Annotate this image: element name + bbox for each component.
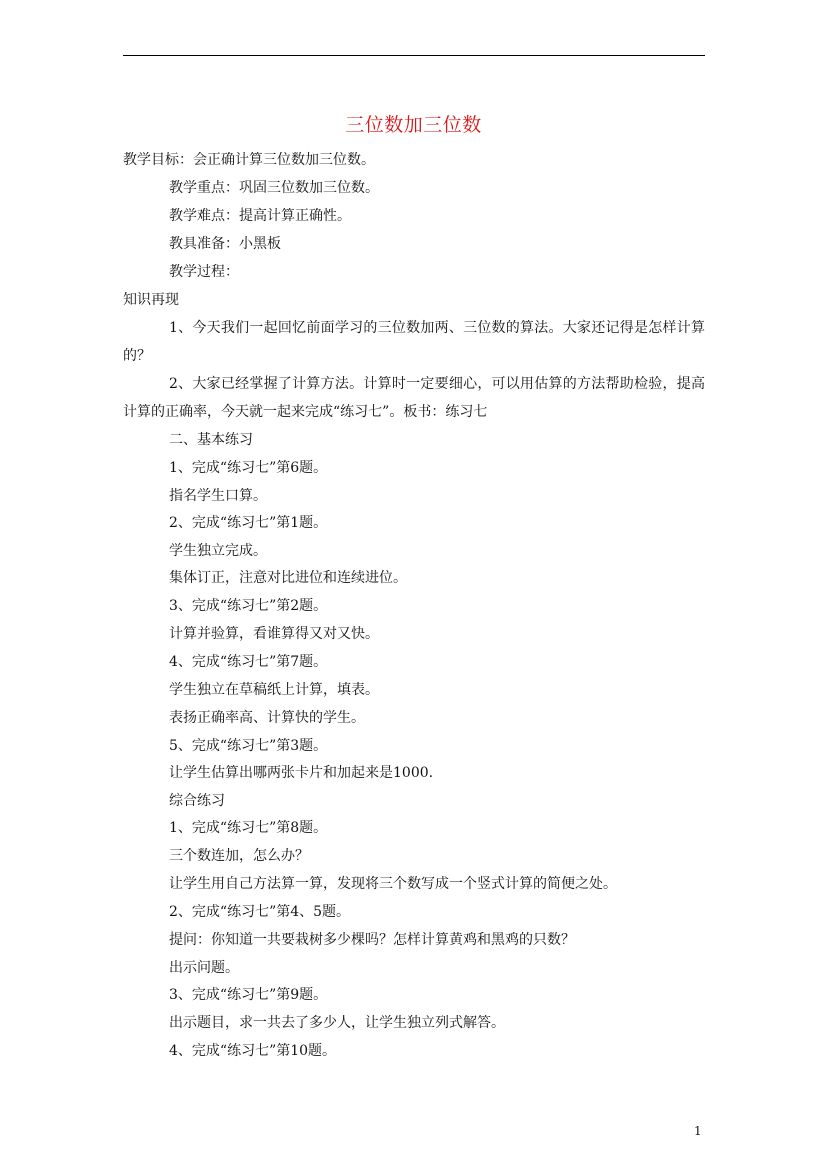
list-item: 1、完成“练习七”第8题。 [169,820,328,836]
list-item: 集体订正，注意对比进位和连续进位。 [169,570,407,586]
paragraph-2: 2、大家已经掌握了计算方法。计算时一定要细心，可以用估算的方法帮助检验，提高计算的正确率，今天就一起来完成“练习七”。板书：练习七 [123,376,705,420]
list-item: 提问：你知道一共要栽树多少棵吗？怎样计算黄鸡和黑鸡的只数？ [169,932,575,948]
section-basic-practice: 二、基本练习 [169,432,253,448]
list-item: 1、完成“练习七”第6题。 [169,460,328,476]
list-item: 学生独立在草稿纸上计算，填表。 [169,682,379,698]
list-item: 2、完成“练习七”第4、5题。 [169,904,351,920]
list-item: 3、完成“练习七”第9题。 [169,987,328,1003]
list-item: 出示问题。 [169,960,239,976]
list-item: 3、完成“练习七”第2题。 [169,598,328,614]
section-comprehensive-practice: 综合练习 [169,793,225,809]
list-item: 指名学生口算。 [169,488,267,504]
section-knowledge-review: 知识再现 [123,292,179,308]
list-item: 计算并验算，看谁算得又对又快。 [169,626,379,642]
list-item: 让学生估算出哪两张卡片和加起来是1000. [169,765,434,781]
list-item: 学生独立完成。 [169,543,267,559]
teaching-goal: 教学目标：会正确计算三位数加三位数。 [123,152,375,168]
page-number: 1 [694,1124,702,1138]
paragraph-1: 1、今天我们一起回忆前面学习的三位数加两、三位数的算法。大家还记得是怎样计算的？ [123,320,705,364]
list-item: 4、完成“练习七”第7题。 [169,654,328,670]
teaching-key-point: 教学重点：巩固三位数加三位数。 [169,180,379,196]
header-rule [123,55,705,56]
list-item: 出示题目，求一共去了多少人，让学生独立列式解答。 [169,1015,505,1031]
list-item: 表扬正确率高、计算快的学生。 [169,710,365,726]
document-title: 三位数加三位数 [345,114,482,136]
list-item: 5、完成“练习七”第3题。 [169,738,328,754]
list-item: 2、完成“练习七”第1题。 [169,515,328,531]
list-item: 让学生用自己方法算一算，发现将三个数写成一个竖式计算的简便之处。 [169,876,617,892]
list-item: 4、完成“练习七”第10题。 [169,1043,337,1059]
list-item: 三个数连加，怎么办？ [169,848,309,864]
teaching-process: 教学过程： [169,264,239,280]
teaching-tools: 教具准备：小黑板 [169,236,281,252]
teaching-difficulty: 教学难点：提高计算正确性。 [169,208,351,224]
